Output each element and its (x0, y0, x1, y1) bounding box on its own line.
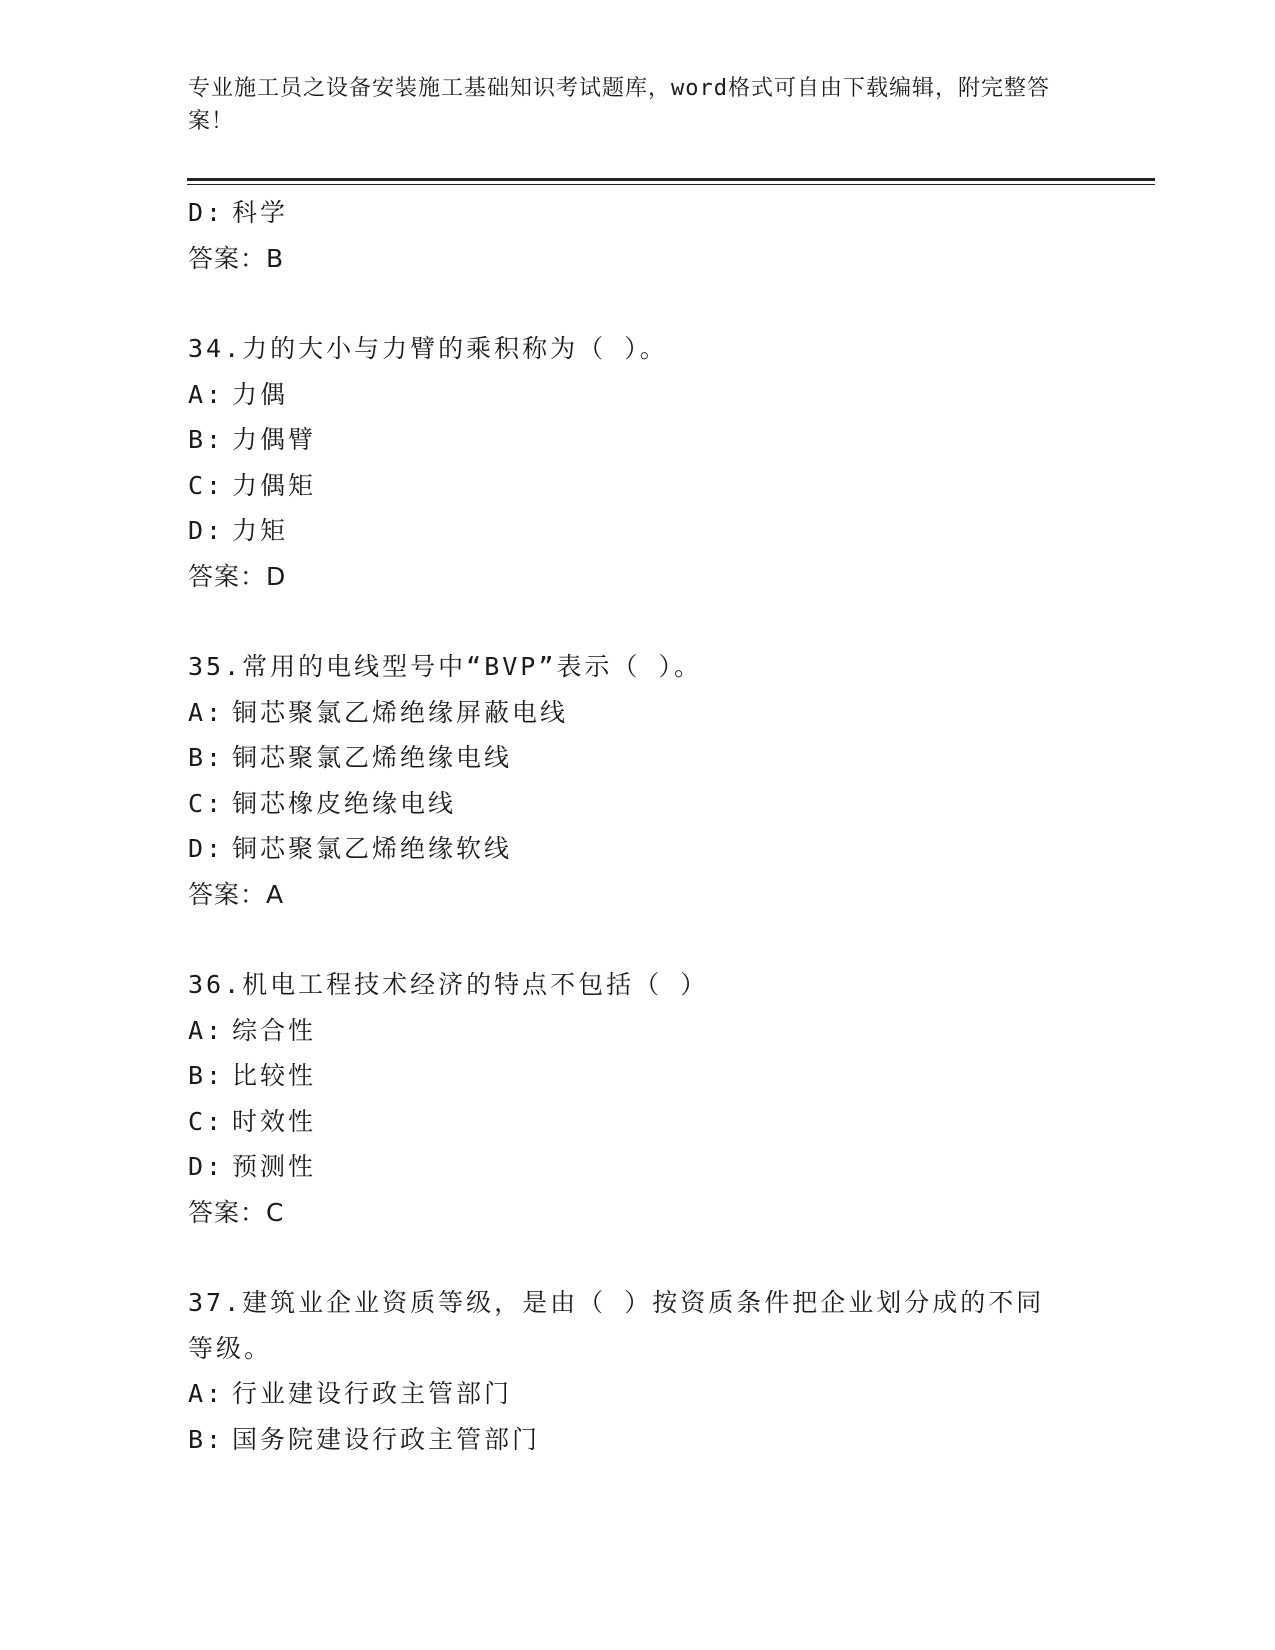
option-text: 科学 (232, 198, 289, 227)
option-letter: A: (188, 1015, 225, 1045)
option-text: 铜芯聚氯乙烯绝缘屏蔽电线 (232, 697, 569, 727)
option-text: 铜芯聚氯乙烯绝缘软线 (232, 834, 513, 863)
spacer (188, 1235, 1088, 1280)
option-letter: D: (188, 516, 225, 545)
option-text: 力偶矩 (232, 470, 317, 500)
spacer (188, 599, 1088, 644)
option-letter: B: (188, 1061, 225, 1090)
option-text: 铜芯橡皮绝缘电线 (232, 788, 457, 818)
option-d (188, 508, 1088, 554)
answer-line: 答案：B (188, 243, 285, 273)
option-text: 综合性 (232, 1015, 317, 1045)
option-text: 铜芯聚氯乙烯绝缘电线 (232, 743, 513, 772)
option-letter: D: (188, 198, 225, 227)
option-c (188, 1099, 1088, 1145)
option-b (188, 417, 1088, 463)
question-stem: 36.机电工程技术经济的特点不包括（ ） (188, 970, 709, 999)
option-letter: C: (188, 788, 225, 818)
answer-line: 答案：A (188, 879, 285, 909)
option-text: 比较性 (232, 1061, 317, 1090)
option-letter: A: (188, 379, 225, 409)
option-text: 行业建设行政主管部门 (232, 1379, 513, 1408)
option-letter: D: (188, 834, 225, 863)
option-a (188, 372, 1088, 418)
spacer (188, 281, 1088, 326)
document-header: 专业施工员之设备安装施工基础知识考试题库，word格式可自由下载编辑，附完整答案！ (188, 76, 1050, 134)
question-stem: 35.常用的电线型号中“BVP”表示（ ）。 (188, 652, 702, 681)
option-b (188, 1417, 1088, 1463)
option-a (188, 1008, 1088, 1054)
option-text: 预测性 (232, 1152, 317, 1181)
option-letter: C: (188, 1106, 225, 1136)
option-letter: C: (188, 470, 225, 500)
option-d (188, 826, 1088, 872)
option-letter: D: (188, 1152, 225, 1181)
option-b (188, 1053, 1088, 1099)
option-d (188, 1144, 1088, 1190)
option-a (188, 690, 1088, 736)
option-letter: B: (188, 1424, 225, 1454)
option-text: 力偶臂 (232, 425, 317, 454)
option-a (188, 1371, 1088, 1417)
answer-line: 答案：C (188, 1197, 285, 1227)
option-letter: A: (188, 1379, 225, 1408)
question-list (188, 190, 1088, 1462)
option-letter: B: (188, 425, 225, 454)
option-d (188, 190, 1088, 236)
header-divider-thin (187, 184, 1155, 185)
header-divider-thick (187, 178, 1155, 181)
option-c (188, 463, 1088, 509)
option-c (188, 781, 1088, 827)
answer-line: 答案：D (188, 561, 287, 591)
option-letter: B: (188, 743, 225, 772)
option-letter: A: (188, 697, 225, 727)
option-text: 力矩 (232, 516, 289, 545)
option-text: 国务院建设行政主管部门 (232, 1424, 541, 1454)
question-stem: 37.建筑业企业资质等级，是由（ ）按资质条件把企业划分成的不同等级。 (188, 1288, 1045, 1363)
option-text: 力偶 (232, 379, 289, 409)
option-b (188, 735, 1088, 781)
option-text: 时效性 (232, 1106, 317, 1136)
question-stem: 34.力的大小与力臂的乘积称为（ ）。 (188, 334, 668, 363)
spacer (188, 917, 1088, 962)
